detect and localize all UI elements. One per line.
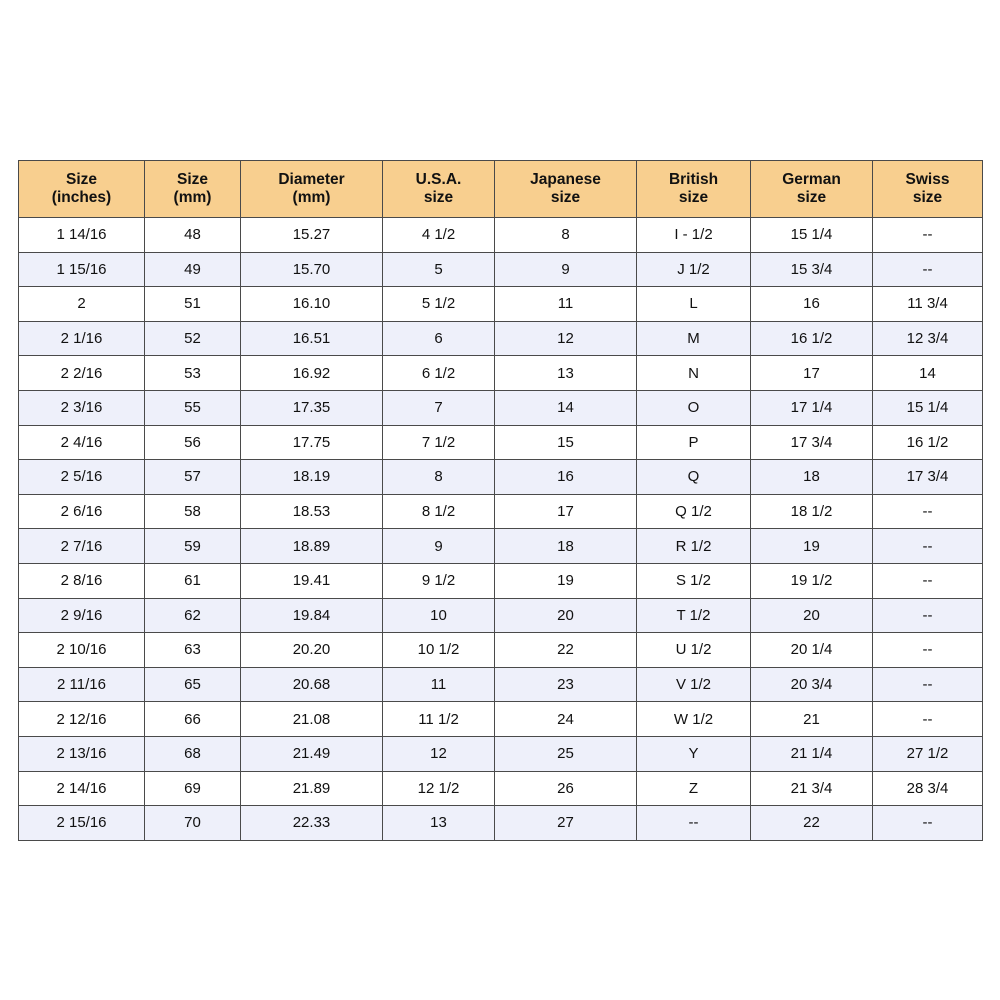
cell-swiss-size: -- — [873, 252, 983, 287]
cell-japanese-size: 16 — [495, 460, 637, 495]
header-line-2: (mm) — [292, 189, 331, 206]
cell-diameter-mm: 19.84 — [241, 598, 383, 633]
cell-diameter-mm: 15.70 — [241, 252, 383, 287]
cell-british-size: T 1/2 — [637, 598, 751, 633]
cell-british-size: V 1/2 — [637, 667, 751, 702]
cell-size-inches: 2 13/16 — [19, 736, 145, 771]
header-line-2: size — [678, 189, 709, 206]
table-row — [19, 667, 983, 702]
cell-british-size: -- — [637, 806, 751, 841]
cell-german-size: 20 3/4 — [751, 667, 873, 702]
cell-german-size: 15 1/4 — [751, 218, 873, 253]
cell-swiss-size: -- — [873, 494, 983, 529]
cell-size-mm: 59 — [145, 529, 241, 564]
cell-japanese-size: 22 — [495, 633, 637, 668]
cell-usa-size: 12 — [383, 736, 495, 771]
ring-size-chart — [18, 160, 982, 841]
cell-size-inches: 1 15/16 — [19, 252, 145, 287]
table-row — [19, 252, 983, 287]
cell-size-inches: 2 3/16 — [19, 390, 145, 425]
cell-swiss-size: 16 1/2 — [873, 425, 983, 460]
cell-size-inches: 2 15/16 — [19, 806, 145, 841]
cell-german-size: 21 1/4 — [751, 736, 873, 771]
cell-size-inches: 2 14/16 — [19, 771, 145, 806]
header-row — [19, 161, 983, 218]
cell-diameter-mm: 20.20 — [241, 633, 383, 668]
cell-swiss-size: 27 1/2 — [873, 736, 983, 771]
cell-british-size: J 1/2 — [637, 252, 751, 287]
table-row — [19, 460, 983, 495]
table-row — [19, 702, 983, 737]
table-row — [19, 771, 983, 806]
cell-swiss-size: 15 1/4 — [873, 390, 983, 425]
cell-size-inches: 2 8/16 — [19, 563, 145, 598]
cell-swiss-size: 11 3/4 — [873, 287, 983, 322]
header-line-2: size — [550, 189, 581, 206]
header-line-1: Japanese — [530, 170, 601, 188]
column-header-diameter-mm — [241, 161, 383, 218]
cell-size-inches: 2 12/16 — [19, 702, 145, 737]
cell-size-mm: 55 — [145, 390, 241, 425]
cell-swiss-size: -- — [873, 702, 983, 737]
cell-german-size: 19 — [751, 529, 873, 564]
table-row — [19, 736, 983, 771]
cell-swiss-size: -- — [873, 633, 983, 668]
cell-size-mm: 49 — [145, 252, 241, 287]
cell-usa-size: 10 1/2 — [383, 633, 495, 668]
column-header-swiss-size — [873, 161, 983, 218]
cell-german-size: 18 — [751, 460, 873, 495]
cell-usa-size: 6 — [383, 321, 495, 356]
cell-japanese-size: 18 — [495, 529, 637, 564]
header-line-1: British — [668, 170, 719, 188]
header-line-1: Diameter — [278, 170, 345, 188]
table-row — [19, 390, 983, 425]
cell-size-mm: 69 — [145, 771, 241, 806]
cell-usa-size: 8 1/2 — [383, 494, 495, 529]
cell-swiss-size: 28 3/4 — [873, 771, 983, 806]
cell-british-size: S 1/2 — [637, 563, 751, 598]
size-conversion-table — [18, 160, 983, 841]
cell-swiss-size: -- — [873, 598, 983, 633]
cell-japanese-size: 15 — [495, 425, 637, 460]
cell-diameter-mm: 18.53 — [241, 494, 383, 529]
cell-german-size: 16 1/2 — [751, 321, 873, 356]
cell-british-size: P — [637, 425, 751, 460]
cell-diameter-mm: 21.08 — [241, 702, 383, 737]
cell-size-inches: 2 9/16 — [19, 598, 145, 633]
cell-british-size: Q — [637, 460, 751, 495]
cell-swiss-size: -- — [873, 667, 983, 702]
table-body — [19, 218, 983, 841]
cell-british-size: W 1/2 — [637, 702, 751, 737]
cell-usa-size: 7 — [383, 390, 495, 425]
column-header-british-size — [637, 161, 751, 218]
cell-size-mm: 68 — [145, 736, 241, 771]
cell-size-inches: 2 6/16 — [19, 494, 145, 529]
column-header-size-inches — [19, 161, 145, 218]
table-header — [19, 161, 983, 218]
cell-usa-size: 7 1/2 — [383, 425, 495, 460]
cell-british-size: Q 1/2 — [637, 494, 751, 529]
cell-british-size: N — [637, 356, 751, 391]
cell-usa-size: 13 — [383, 806, 495, 841]
cell-japanese-size: 13 — [495, 356, 637, 391]
cell-german-size: 17 3/4 — [751, 425, 873, 460]
cell-size-mm: 51 — [145, 287, 241, 322]
column-header-size-mm — [145, 161, 241, 218]
cell-british-size: U 1/2 — [637, 633, 751, 668]
cell-usa-size: 4 1/2 — [383, 218, 495, 253]
cell-diameter-mm: 21.89 — [241, 771, 383, 806]
cell-german-size: 21 3/4 — [751, 771, 873, 806]
cell-size-mm: 62 — [145, 598, 241, 633]
table-row — [19, 494, 983, 529]
cell-british-size: Z — [637, 771, 751, 806]
cell-size-inches: 2 11/16 — [19, 667, 145, 702]
cell-size-inches: 2 2/16 — [19, 356, 145, 391]
cell-german-size: 15 3/4 — [751, 252, 873, 287]
cell-swiss-size: 14 — [873, 356, 983, 391]
cell-swiss-size: 17 3/4 — [873, 460, 983, 495]
cell-swiss-size: -- — [873, 806, 983, 841]
cell-british-size: Y — [637, 736, 751, 771]
cell-usa-size: 10 — [383, 598, 495, 633]
cell-diameter-mm: 17.35 — [241, 390, 383, 425]
cell-german-size: 19 1/2 — [751, 563, 873, 598]
cell-size-mm: 61 — [145, 563, 241, 598]
header-line-2: (inches) — [51, 189, 112, 206]
header-line-1: Size — [176, 170, 208, 188]
cell-size-mm: 53 — [145, 356, 241, 391]
cell-size-mm: 48 — [145, 218, 241, 253]
cell-diameter-mm: 19.41 — [241, 563, 383, 598]
cell-diameter-mm: 18.19 — [241, 460, 383, 495]
cell-size-inches: 2 4/16 — [19, 425, 145, 460]
cell-usa-size: 11 1/2 — [383, 702, 495, 737]
cell-german-size: 21 — [751, 702, 873, 737]
cell-german-size: 17 — [751, 356, 873, 391]
table-row — [19, 218, 983, 253]
table-row — [19, 529, 983, 564]
cell-size-mm: 66 — [145, 702, 241, 737]
cell-german-size: 20 — [751, 598, 873, 633]
header-line-2: size — [796, 189, 827, 206]
cell-british-size: I - 1/2 — [637, 218, 751, 253]
cell-japanese-size: 26 — [495, 771, 637, 806]
cell-diameter-mm: 16.92 — [241, 356, 383, 391]
cell-usa-size: 8 — [383, 460, 495, 495]
cell-japanese-size: 12 — [495, 321, 637, 356]
cell-japanese-size: 14 — [495, 390, 637, 425]
cell-swiss-size: -- — [873, 529, 983, 564]
cell-japanese-size: 17 — [495, 494, 637, 529]
header-line-1: Swiss — [905, 170, 950, 188]
cell-size-inches: 2 — [19, 287, 145, 322]
cell-swiss-size: -- — [873, 218, 983, 253]
header-line-2: (mm) — [173, 189, 212, 206]
cell-german-size: 20 1/4 — [751, 633, 873, 668]
cell-japanese-size: 11 — [495, 287, 637, 322]
cell-diameter-mm: 15.27 — [241, 218, 383, 253]
cell-japanese-size: 20 — [495, 598, 637, 633]
cell-japanese-size: 8 — [495, 218, 637, 253]
cell-german-size: 22 — [751, 806, 873, 841]
column-header-usa-size — [383, 161, 495, 218]
cell-size-inches: 2 1/16 — [19, 321, 145, 356]
table-row — [19, 287, 983, 322]
table-row — [19, 633, 983, 668]
header-line-1: German — [782, 170, 841, 188]
header-line-2: size — [912, 189, 943, 206]
cell-japanese-size: 9 — [495, 252, 637, 287]
cell-usa-size: 5 1/2 — [383, 287, 495, 322]
cell-usa-size: 6 1/2 — [383, 356, 495, 391]
table-row — [19, 425, 983, 460]
cell-japanese-size: 23 — [495, 667, 637, 702]
cell-size-inches: 1 14/16 — [19, 218, 145, 253]
table-row — [19, 598, 983, 633]
cell-size-mm: 65 — [145, 667, 241, 702]
column-header-japanese-size — [495, 161, 637, 218]
cell-usa-size: 9 — [383, 529, 495, 564]
table-row — [19, 321, 983, 356]
cell-british-size: M — [637, 321, 751, 356]
cell-size-mm: 57 — [145, 460, 241, 495]
cell-german-size: 16 — [751, 287, 873, 322]
header-line-1: U.S.A. — [415, 170, 462, 188]
cell-diameter-mm: 22.33 — [241, 806, 383, 841]
cell-usa-size: 9 1/2 — [383, 563, 495, 598]
cell-usa-size: 11 — [383, 667, 495, 702]
cell-size-inches: 2 7/16 — [19, 529, 145, 564]
cell-diameter-mm: 17.75 — [241, 425, 383, 460]
cell-british-size: R 1/2 — [637, 529, 751, 564]
cell-swiss-size: -- — [873, 563, 983, 598]
cell-british-size: O — [637, 390, 751, 425]
cell-usa-size: 12 1/2 — [383, 771, 495, 806]
cell-size-mm: 70 — [145, 806, 241, 841]
cell-german-size: 17 1/4 — [751, 390, 873, 425]
cell-japanese-size: 27 — [495, 806, 637, 841]
cell-size-inches: 2 5/16 — [19, 460, 145, 495]
cell-japanese-size: 25 — [495, 736, 637, 771]
table-row — [19, 806, 983, 841]
cell-british-size: L — [637, 287, 751, 322]
cell-japanese-size: 24 — [495, 702, 637, 737]
cell-german-size: 18 1/2 — [751, 494, 873, 529]
cell-size-mm: 56 — [145, 425, 241, 460]
header-line-1: Size — [65, 170, 97, 188]
header-line-2: size — [423, 189, 454, 206]
cell-usa-size: 5 — [383, 252, 495, 287]
cell-diameter-mm: 20.68 — [241, 667, 383, 702]
cell-diameter-mm: 18.89 — [241, 529, 383, 564]
cell-diameter-mm: 16.51 — [241, 321, 383, 356]
table-row — [19, 563, 983, 598]
table-row — [19, 356, 983, 391]
cell-swiss-size: 12 3/4 — [873, 321, 983, 356]
cell-japanese-size: 19 — [495, 563, 637, 598]
cell-diameter-mm: 21.49 — [241, 736, 383, 771]
cell-size-mm: 58 — [145, 494, 241, 529]
cell-size-inches: 2 10/16 — [19, 633, 145, 668]
cell-size-mm: 63 — [145, 633, 241, 668]
cell-size-mm: 52 — [145, 321, 241, 356]
cell-diameter-mm: 16.10 — [241, 287, 383, 322]
column-header-german-size — [751, 161, 873, 218]
